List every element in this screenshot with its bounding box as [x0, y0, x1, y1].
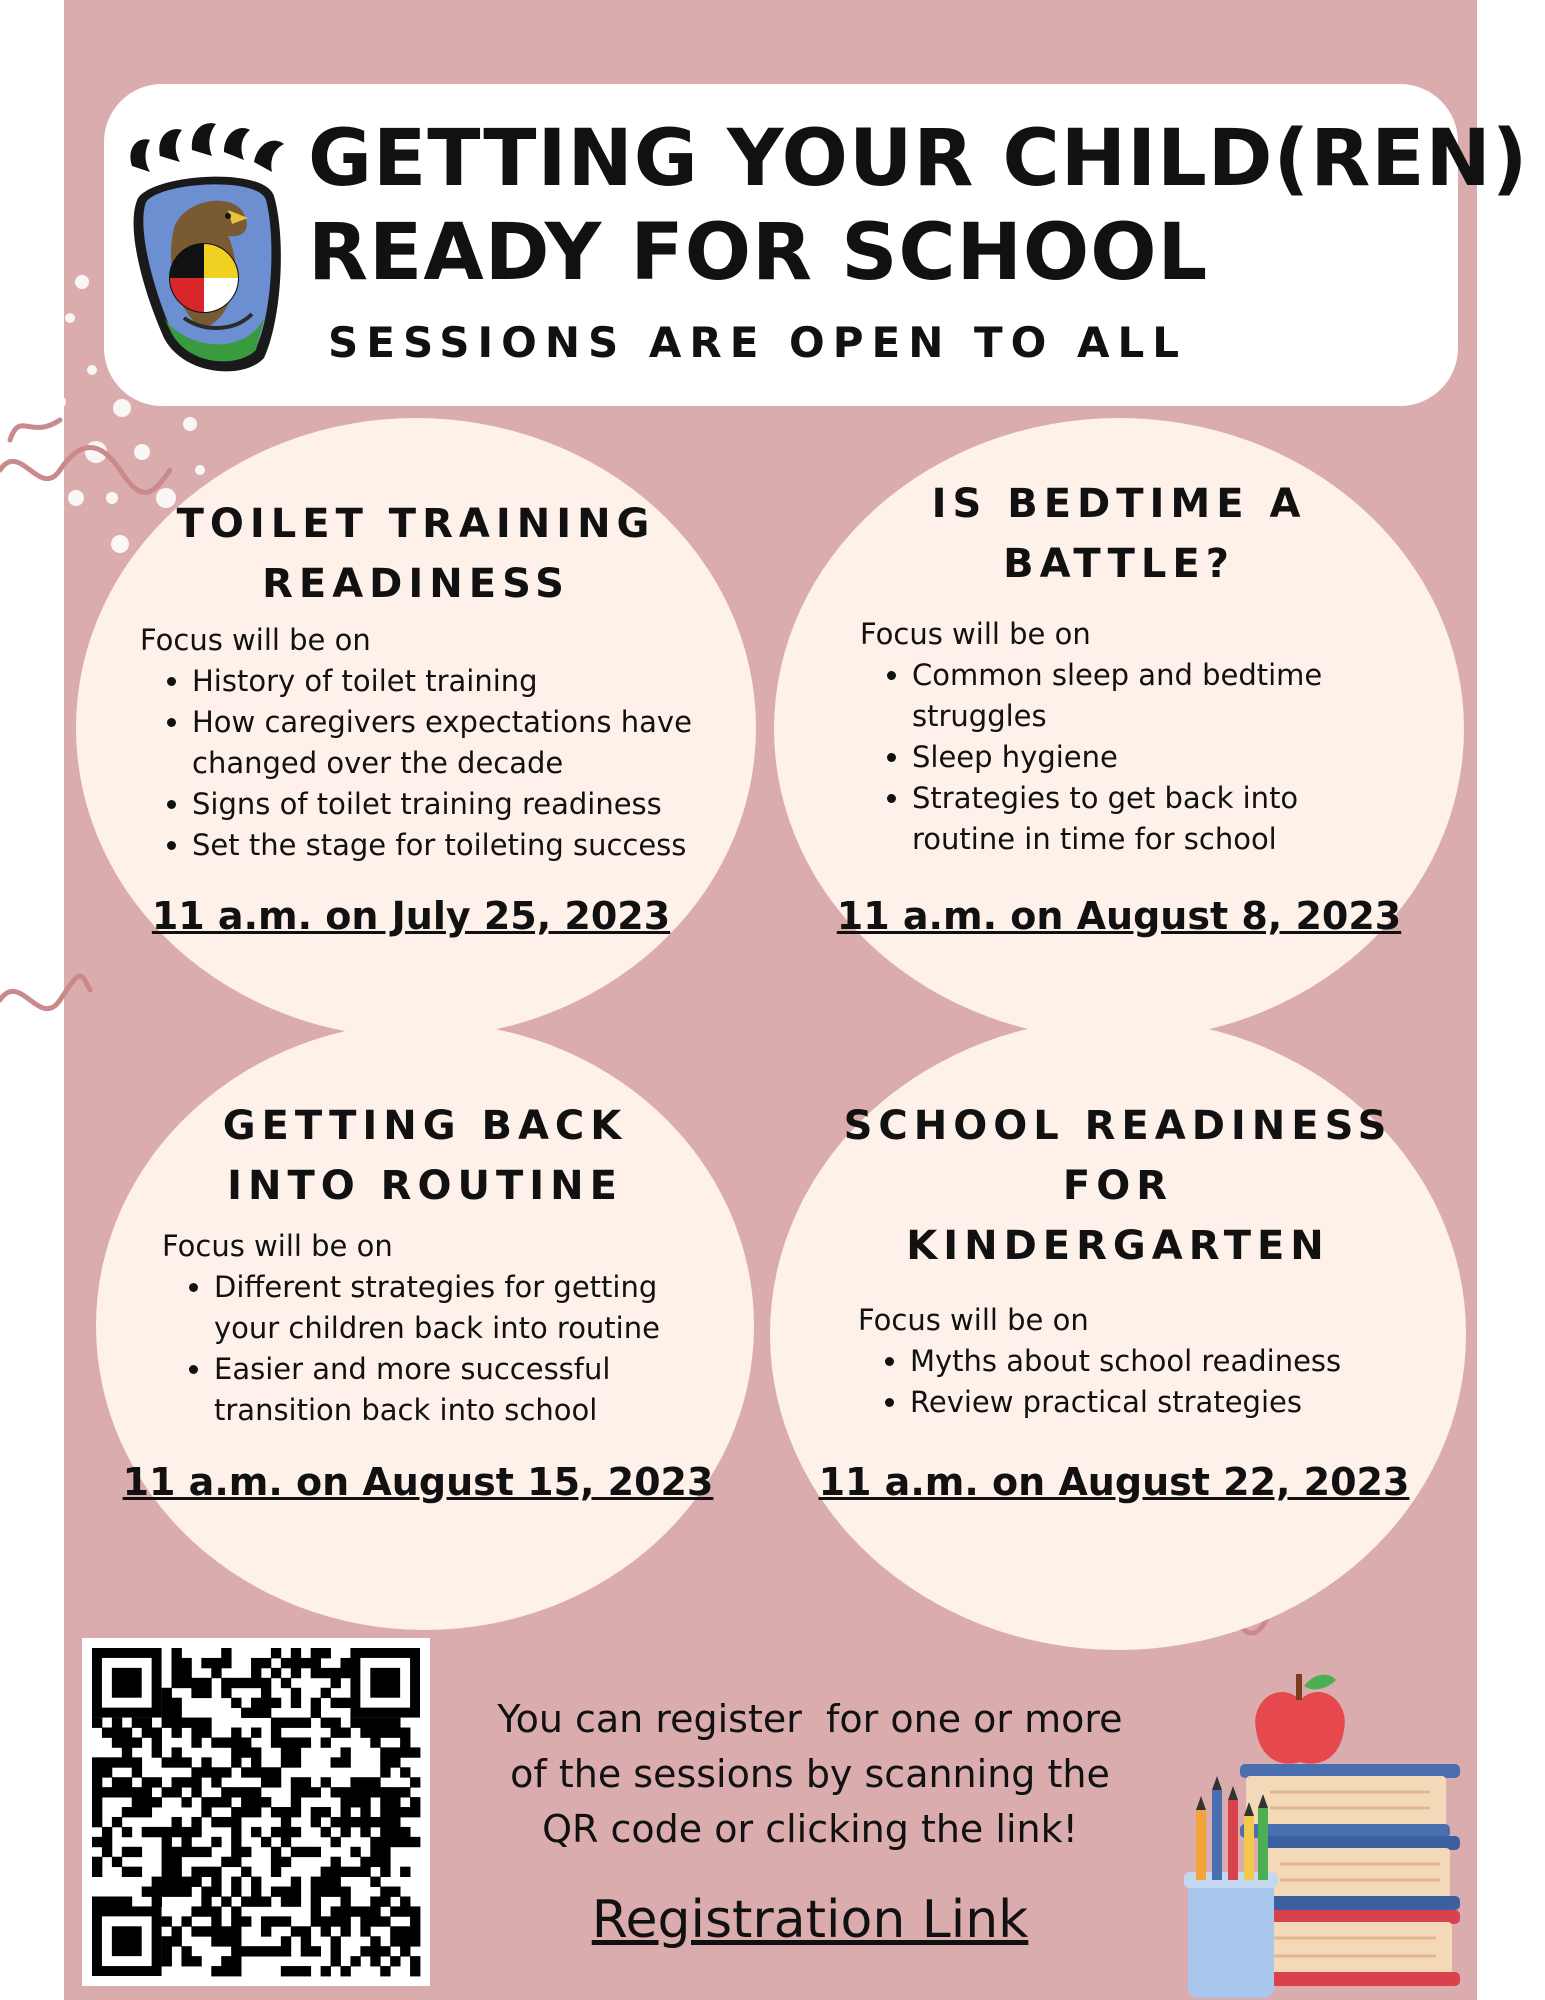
focus-item: • Easier and more successful transition back into school: [214, 1349, 702, 1431]
session-date: 11 a.m. on July 25, 2023: [151, 894, 671, 938]
register-line-3: QR code or clicking the link!: [542, 1807, 1078, 1851]
focus-item: • Myths about school readiness: [910, 1341, 1418, 1382]
session-card-kindergarten: [770, 1018, 1466, 1650]
focus-item: • History of toilet training: [192, 661, 720, 702]
focus-intro: Focus will be on: [858, 1303, 1089, 1337]
session-date: 11 a.m. on August 15, 2023: [122, 1460, 714, 1504]
session-title-line-1: GETTING BACK: [222, 1103, 628, 1149]
focus-intro: Focus will be on: [162, 1229, 393, 1263]
title-line-1: GETTING YOUR CHILD(REN): [308, 114, 1529, 204]
focus-intro: Focus will be on: [860, 617, 1091, 651]
focus-intro: Focus will be on: [140, 623, 371, 657]
bear-paw-eagle-logo-icon: [124, 118, 290, 378]
session-title-line-1: IS BEDTIME A: [931, 481, 1307, 527]
session-focus: [860, 614, 1380, 860]
focus-item: • Different strategies for getting your children back into routine: [214, 1267, 702, 1349]
focus-list: [162, 1267, 702, 1431]
qr-code-icon[interactable]: [82, 1638, 430, 1986]
title-line-2: READY FOR SCHOOL: [308, 208, 1209, 298]
focus-item: • Review practical strategies: [910, 1382, 1418, 1423]
session-focus: [858, 1300, 1418, 1423]
register-line-1: You can register for one or more: [497, 1697, 1123, 1741]
session-date: 11 a.m. on August 8, 2023: [836, 894, 1402, 938]
page-title: [308, 112, 1528, 300]
session-title-line-3: KINDERGARTEN: [906, 1223, 1330, 1269]
session-title-line-2: INTO ROUTINE: [227, 1163, 623, 1209]
focus-item: • Set the stage for toileting success: [192, 825, 720, 866]
session-focus: [140, 620, 720, 866]
session-card-bedtime: [774, 418, 1464, 1040]
registration-instructions: [440, 1692, 1180, 1857]
page-subtitle: SESSIONS ARE OPEN TO ALL: [328, 318, 1188, 367]
focus-item: • Common sleep and bedtime struggles: [912, 655, 1380, 737]
session-title: [770, 1096, 1466, 1276]
session-date: 11 a.m. on August 22, 2023: [818, 1460, 1410, 1504]
session-card-routine: [96, 1022, 754, 1630]
focus-item: • Signs of toilet training readiness: [192, 784, 720, 825]
session-title: [774, 474, 1464, 594]
session-title-line-2: FOR: [1062, 1163, 1174, 1209]
focus-item: • Sleep hygiene: [912, 737, 1380, 778]
focus-list: [858, 1341, 1418, 1423]
session-title: [96, 1096, 754, 1216]
session-focus: [162, 1226, 702, 1431]
focus-item: • How caregivers expectations have changed over the decade: [192, 702, 720, 784]
qr-code-pattern: [82, 1638, 430, 1986]
focus-list: [860, 655, 1380, 860]
session-title: [76, 494, 756, 614]
registration-link[interactable]: Registration Link: [591, 1890, 1029, 1950]
session-card-toilet-training: [76, 418, 756, 1038]
books-apple-pencils-icon: [1180, 1640, 1480, 2000]
session-title-line-1: SCHOOL READINESS: [843, 1103, 1393, 1149]
focus-item: • Strategies to get back into routine in time for school: [912, 778, 1380, 860]
session-title-line-2: BATTLE?: [1003, 541, 1235, 587]
focus-list: [140, 661, 720, 866]
session-title-line-1: TOILET TRAINING: [176, 501, 656, 547]
session-title-line-2: READINESS: [262, 561, 570, 607]
register-line-2: of the sessions by scanning the: [510, 1752, 1110, 1796]
